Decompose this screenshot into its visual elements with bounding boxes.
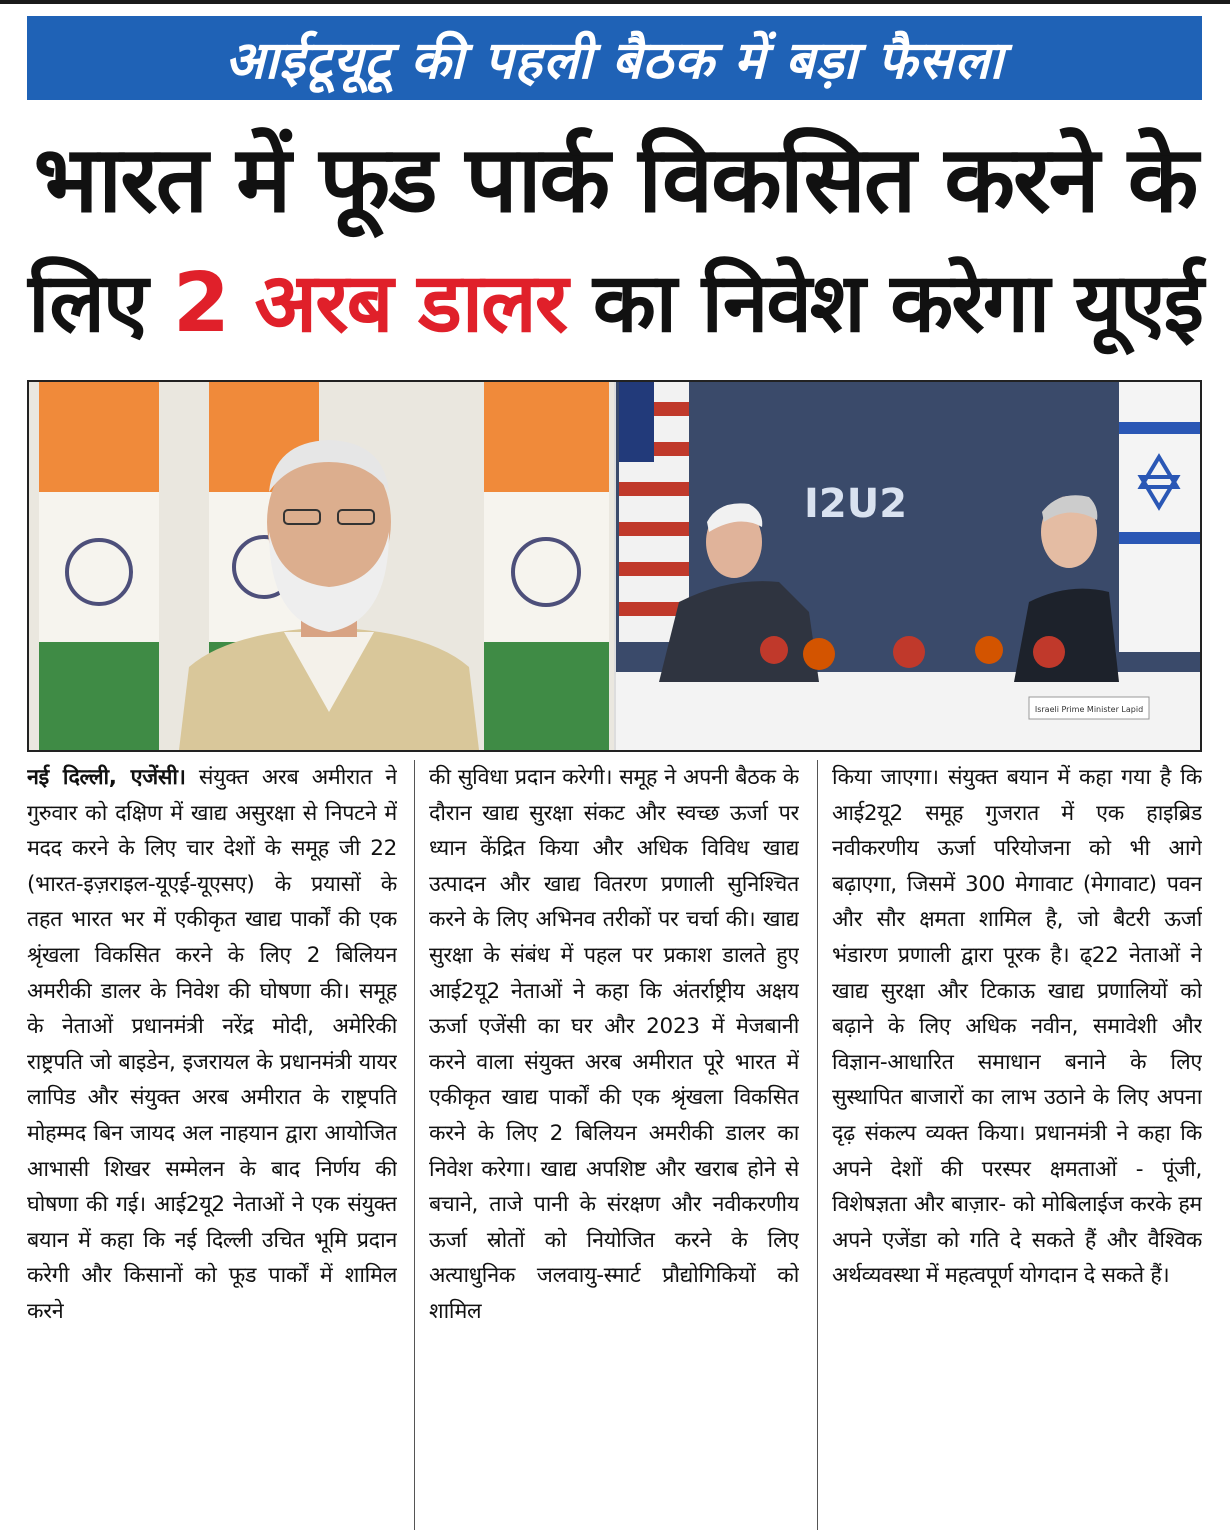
column-divider-1 xyxy=(414,760,415,1530)
us-flag xyxy=(619,382,689,642)
headline-line-2 xyxy=(20,242,1210,366)
news-photo xyxy=(27,380,1202,752)
top-rule xyxy=(0,0,1230,4)
photo-illustration xyxy=(29,382,1200,750)
article-column-3 xyxy=(832,760,1202,1530)
headline-line-2-post: का निवेश करेगा यूएई xyxy=(592,256,1202,351)
article-body xyxy=(27,760,1202,1530)
dateline: नई दिल्ली, एजेंसी। xyxy=(27,765,186,790)
headline-line-1: भारत में फूड पार्क विकसित करने के xyxy=(33,126,1197,233)
article-column-3-text: किया जाएगा। संयुक्त बयान में कहा गया है कि आई2यू2 समूह गुजरात में एक हाइब्रिड नवीकरणीय ऊर्जा परियोजना को भी आगे बढ़ाएगा, जिसमें 300 मेगावाट (मेगावाट) पवन और सौर क्षमता शामिल है, जो बैटरी ऊर्जा भंडारण प्रणाली द्वारा पूरक है। ढ्22 नेताओं ने खाद्य सुरक्षा और टिकाऊ खाद्य प्रणालियों को बढ़ाने के लिए अधिक नवीन, समावेशी और विज्ञान-आधारित समाधान बनाने के लिए सुस्थापित बाजारों का लाभ उठाने के लिए अपना दृढ़ संकल्प व्यक्त किया। प्रधानमंत्री ने कहा कि अपने देशों की परस्पर क्षमताओं - पूंजी, विशेषज्ञता और बाज़ार- को मोबिलाईज करके हम अपने एजेंडा को गति दे सकते हैं और वैश्विक अर्थव्यवस्था में महत्वपूर्ण योगदान दे सकते हैं। xyxy=(832,765,1202,1289)
article-column-2-text: की सुविधा प्रदान करेगी। समूह ने अपनी बैठक के दौरान खाद्य सुरक्षा संकट और स्वच्छ ऊर्जा पर ध्यान केंद्रित किया और अधिक विविध खाद्य उत्पादन और खाद्य वितरण प्रणाली सुनिश्चित करने के लिए अभिनव तरीकों पर चर्चा की। खाद्य सुरक्षा के संबंध में पहल पर प्रकाश डालते हुए आई2यू2 नेताओं ने कहा कि अंतर्राष्ट्रीय अक्षय ऊर्जा एजेंसी का घर और 2023 में मेजबानी करने वाला संयुक्त अरब अमीरात पूरे भारत में एकीकृत खाद्य पार्कों की एक श्रृंखला विकसित करने के लिए 2 बिलियन अमरीकी डालर का निवेश करेगा। खाद्य अपशिष्ट और खराब होने से बचाने, ताजे पानी के संरक्षण और नवीकरणीय ऊर्जा स्रोतों को नियोजित करने के लिए अत्याधुनिक जलवायु-स्मार्ट प्रौद्योगिकियों को शामिल xyxy=(429,765,799,1324)
article-column-1-text: संयुक्त अरब अमीरात ने गुरुवार को दक्षिण में खाद्य असुरक्षा से निपटने में मदद करने के लिए चार देशों के समूह जी 22 (भारत-इज़राइल-यूएई-यूएसए) के प्रयासों के तहत भारत भर में एकीकृत खाद्य पार्कों की एक श्रृंखला विकसित करने के लिए 2 बिलियन अमरीकी डालर के निवेश की घोषणा की। समूह के नेताओं प्रधानमंत्री नरेंद्र मोदी, अमेरिकी राष्ट्रपति जो बाइडेन, इजरायल के प्रधानमंत्री यायर लापिड और संयुक्त अरब अमीरात के राष्ट्रपति मोहम्मद बिन जायद अल नाहयान द्वारा आयोजित आभासी शिखर सम्मेलन के बाद निर्णय की घोषणा की गई। आई2यू2 नेताओं ने एक संयुक्त बयान में कहा कि नई दिल्ली उचित भूमि प्रदान करेगी और किसानों को फूड पार्कों में शामिल करने xyxy=(27,765,397,1324)
article-column-1 xyxy=(27,760,397,1530)
israel-flag xyxy=(1119,382,1200,652)
article-column-2 xyxy=(429,760,799,1530)
column-divider-2 xyxy=(817,760,818,1530)
backdrop-logo: I2U2 xyxy=(804,481,908,527)
headline xyxy=(20,118,1210,366)
headline-line-2-pre: लिए xyxy=(28,256,147,351)
kicker-banner xyxy=(27,16,1202,100)
headline-highlight: 2 अरब डालर xyxy=(172,256,567,351)
kicker-text: आईटूयूटू की पहली बैठक में बड़ा फैसला xyxy=(224,30,1005,91)
nameplate-text: Israeli Prime Minister Lapid xyxy=(1034,705,1144,714)
